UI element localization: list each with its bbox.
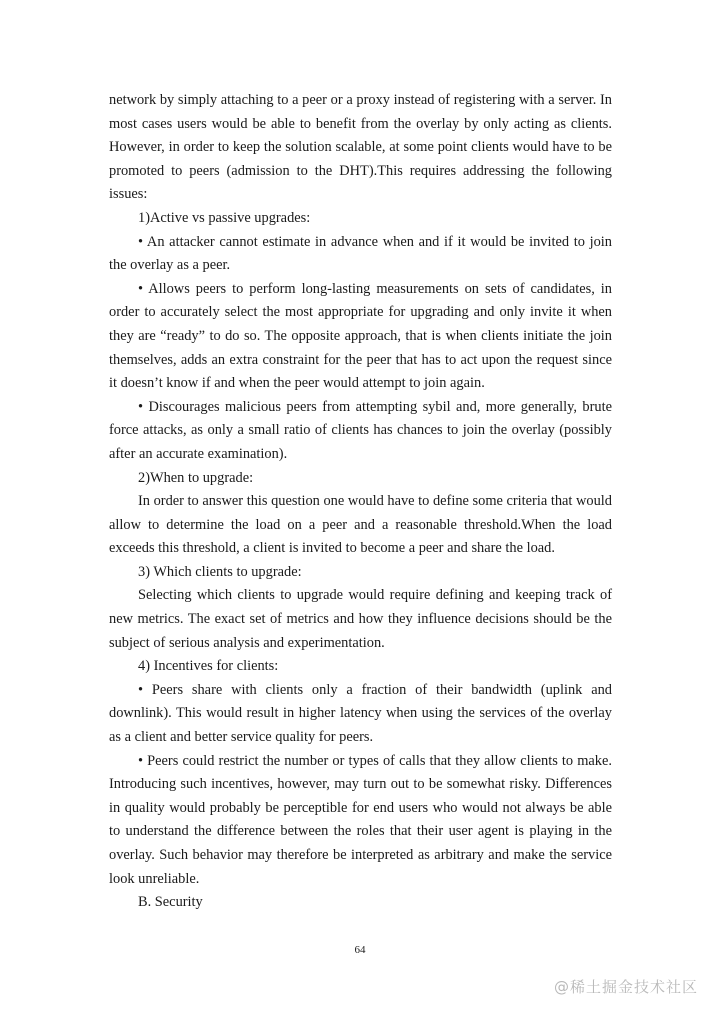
section-heading-active-vs-passive: 1)Active vs passive upgrades:: [138, 209, 311, 226]
bullet-paragraph: • Peers share with clients only a fraction of their bandwidth (uplink and downlink). This would result in higher latency when using the services of the overlay as a client and better service quality for peers.: [109, 681, 612, 746]
body-paragraph: Selecting which clients to upgrade would require defining and keeping track of new metrics. The exact set of metrics and how they influence decisions should be the subject of serious analysis and experimentation.: [109, 587, 612, 651]
section-heading-which-clients: 3) Which clients to upgrade:: [138, 563, 302, 580]
page-body: [109, 89, 612, 915]
section-heading-when-to-upgrade: 2)When to upgrade:: [138, 469, 254, 486]
bullet-paragraph: • Allows peers to perform long-lasting measurements on sets of candidates, in order to accurately select the most appropriate for upgrading and only invite it when they are “ready” to do so. The opposite approach, that is when clients initiate the join themselves, adds an extra constraint for the peer that has to act upon the request since it doesn’t know if and when the peer would attempt to join again.: [109, 280, 612, 392]
body-paragraph: In order to answer this question one would have to define some criteria that would allow to determine the load on a peer and a reasonable threshold.When the load exceeds this threshold, a client is invited to become a peer and share the load.: [109, 493, 612, 557]
paragraph-continued: network by simply attaching to a peer or a proxy instead of registering with a server. In most cases users would be able to benefit from the overlay by only acting as clients. However, in order to keep the solution scalable, at some point clients would have to be promoted to peers (admission to the DHT).This requires addressing the following issues:: [109, 92, 612, 203]
section-heading-incentives: 4) Incentives for clients:: [138, 658, 279, 675]
section-heading-security: B. Security: [138, 894, 203, 911]
bullet-paragraph: • An attacker cannot estimate in advance when and if it would be invited to join the overlay as a peer.: [109, 233, 612, 274]
page-number: 64: [354, 944, 366, 956]
bullet-paragraph: • Peers could restrict the number or types of calls that they allow clients to make. Introducing such incentives, however, may turn out to be somewhat risky. Differences in quality would probably be perceptible for end users who would not always be able to understand the difference between the roles that their user agent is playing in the overlay. Such behavior may therefore be interpreted as arbitrary and make the service look unreliable.: [109, 752, 612, 887]
watermark: @稀土掘金技术社区: [553, 978, 698, 996]
bullet-paragraph: • Discourages malicious peers from attempting sybil and, more generally, brute force attacks, as only a small ratio of clients has chances to join the overlay (possibly after an accurate examination).: [109, 398, 612, 462]
